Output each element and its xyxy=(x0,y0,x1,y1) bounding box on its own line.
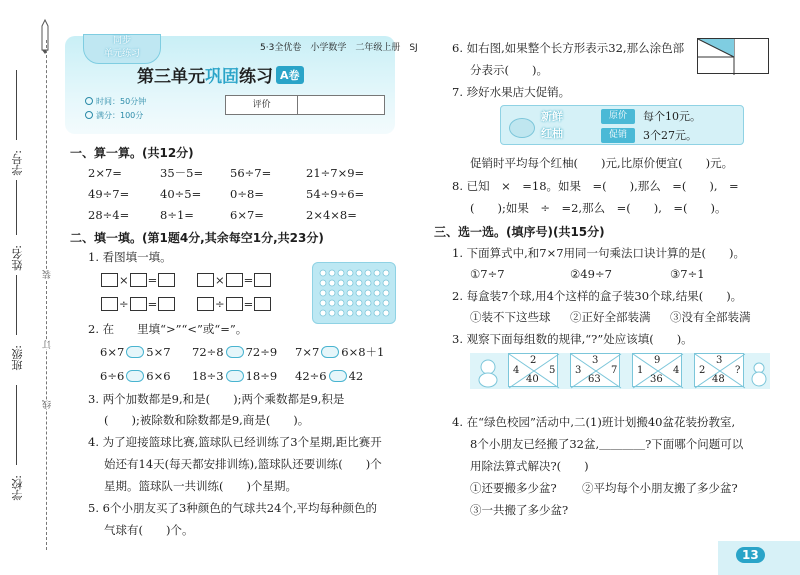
envelope-4 xyxy=(694,353,744,387)
cmp-left: 72÷8 xyxy=(192,345,224,359)
rectangle-svg xyxy=(698,39,770,75)
envelope-1 xyxy=(508,353,558,387)
page-number-tab xyxy=(718,541,800,575)
fruit-name xyxy=(541,108,563,142)
answer-box[interactable] xyxy=(101,273,118,287)
worksheet-title xyxy=(137,62,304,87)
title-part-1: 第三单元 xyxy=(137,67,205,87)
compare-oval[interactable] xyxy=(321,346,339,358)
calc-2-4: 54÷9÷6= xyxy=(306,187,365,201)
cmp-right: 6×6 xyxy=(146,369,171,383)
badge-line-1: 同步 xyxy=(112,36,131,46)
section-2-title: 二、填一填。(第1题4分,其余每空1分,共23分) xyxy=(70,231,324,245)
calc-2-1: 49÷7= xyxy=(88,187,130,201)
s2-q1-div: ÷ = xyxy=(100,296,176,312)
cmp-6 xyxy=(295,368,363,384)
title-part-3: 练习 xyxy=(239,67,273,87)
cmp-left: 18÷3 xyxy=(192,369,224,383)
cmp-4 xyxy=(100,368,171,384)
s2-q3-line1: 3. 两个加数都是9,和是( );两个乘数都是9,积是 xyxy=(88,392,345,406)
answer-box[interactable] xyxy=(130,297,147,311)
env-bottom: 63 xyxy=(588,374,601,385)
fruit-name-1: 新鲜 xyxy=(541,110,563,123)
version-tag: A卷 xyxy=(276,66,304,84)
badge-line-2: 单元练习 xyxy=(103,49,140,59)
env-left: 1 xyxy=(637,365,644,376)
shaded-rectangle-figure xyxy=(697,38,769,74)
compare-oval[interactable] xyxy=(126,370,144,382)
name-line[interactable] xyxy=(16,180,17,235)
calc-1-3: 56÷7= xyxy=(230,166,272,180)
answer-box[interactable] xyxy=(226,273,243,287)
env-top: 2 xyxy=(530,355,537,366)
env-top: 9 xyxy=(654,355,661,366)
s3-q4-opt2[interactable]: ②平均每个小朋友搬了多少盆? xyxy=(582,481,738,495)
cmp-right: 5×7 xyxy=(146,345,171,359)
page-number: 13 xyxy=(736,547,765,563)
env-bottom: 48 xyxy=(712,374,725,385)
answer-box[interactable] xyxy=(254,273,271,287)
promo-price: 3个27元。 xyxy=(643,129,697,142)
series-label: 5·3全优卷 小学数学 二年级上册 SJ xyxy=(260,43,418,53)
s2-q4-line2: 始还有14天(每天都安排训练),篮球队还要训练( )个 xyxy=(104,457,382,471)
s2-q4-line1: 4. 为了迎接篮球比赛,篮球队已经训练了3个星期,距比赛开 xyxy=(88,435,382,449)
q8-line2: ( );如果 ÷ =2,那么 =( ), =( )。 xyxy=(470,201,727,215)
name-label: 姓名: xyxy=(11,245,24,271)
s3-q2-opt2[interactable]: ②正好全部装满 xyxy=(570,310,651,324)
cmp-5 xyxy=(192,368,277,384)
s2-q5-line2: 气球有( )个。 xyxy=(104,523,194,537)
answer-box[interactable] xyxy=(101,297,118,311)
calc-3-1: 28÷4= xyxy=(88,208,130,222)
cut-mark-2: 订 xyxy=(43,340,53,349)
s3-q1-opt3[interactable]: ③7÷1 xyxy=(670,267,705,281)
env-right: ? xyxy=(735,365,741,376)
cmp-3 xyxy=(295,344,384,360)
cmp-2 xyxy=(192,344,277,360)
env-top: 3 xyxy=(716,355,723,366)
dot-array-svg xyxy=(313,263,397,325)
env-top: 3 xyxy=(592,355,599,366)
calc-3-3: 6×7= xyxy=(230,208,264,222)
time-limit xyxy=(85,96,146,107)
sync-practice-badge xyxy=(83,34,161,64)
s2-q4-line3: 星期。篮球队一共训练( )个星期。 xyxy=(104,479,297,493)
promo-price-tag: 促销 xyxy=(601,128,635,143)
s2-q3-line2: ( );被除数和除数都是9,商是( )。 xyxy=(104,413,310,427)
class-label: 班级: xyxy=(11,345,24,371)
cmp-1 xyxy=(100,344,171,360)
calc-1-2: 35－5= xyxy=(160,166,204,180)
compare-oval[interactable] xyxy=(226,370,244,382)
student-no-line[interactable] xyxy=(16,70,17,140)
env-bottom: 36 xyxy=(650,374,663,385)
envelope-2 xyxy=(570,353,620,387)
env-left: 3 xyxy=(575,365,582,376)
compare-oval[interactable] xyxy=(126,346,144,358)
cut-mark-3: 线 xyxy=(43,400,53,409)
env-left: 4 xyxy=(513,365,520,376)
q7: 7. 珍好水果店大促销。 xyxy=(452,85,571,99)
s3-q1-opt1[interactable]: ①7÷7 xyxy=(470,267,505,281)
calc-1-1: 2×7= xyxy=(88,166,122,180)
q8-line1: 8. 已知 × =18。如果 =( ),那么 =( ), = xyxy=(452,179,739,193)
binding-margin xyxy=(0,0,60,575)
envelope-3 xyxy=(632,353,682,387)
q7-answer: 促销时平均每个红柚( )元,比原价便宜( )元。 xyxy=(470,156,734,170)
s3-q2-opt1[interactable]: ①装不下这些球 xyxy=(470,310,551,324)
s3-q1: 1. 下面算式中,和7×7用同一句乘法口诀计算的是( )。 xyxy=(452,246,746,260)
fruit-name-2: 红柚 xyxy=(541,127,563,140)
pencil-icon xyxy=(39,20,51,54)
class-line[interactable] xyxy=(16,275,17,335)
cmp-right: 6×8＋1 xyxy=(341,345,385,359)
s3-q4-opt3[interactable]: ③一共搬了多少盆? xyxy=(470,503,569,517)
cut-line xyxy=(46,40,47,550)
env-right: 7 xyxy=(611,365,618,376)
s2-q1-div-2: ÷ = xyxy=(196,296,272,312)
answer-box[interactable] xyxy=(197,297,214,311)
s2-q1-mult: × = xyxy=(100,272,176,288)
s3-q3: 3. 观察下面每组数的规律,“?”处应该填( )。 xyxy=(452,332,693,346)
snowman-icon xyxy=(750,361,768,387)
calc-3-4: 2×4×8= xyxy=(306,208,357,222)
score-text: 满分：100分 xyxy=(96,111,144,120)
section-3-title: 三、选一选。(填序号)(共15分) xyxy=(434,225,605,239)
s2-q5-line1: 5. 6个小朋友买了3种颜色的气球共24个,平均每种颜色的 xyxy=(88,501,378,515)
calc-3-2: 8÷1= xyxy=(160,208,194,222)
s2-q1-mult-2: × = xyxy=(196,272,272,288)
eval-label: 评价 xyxy=(226,96,298,114)
compare-oval[interactable] xyxy=(329,370,347,382)
q6-line1: 6. 如右图,如果整个长方形表示32,那么涂色部 xyxy=(452,41,685,55)
s2-q2-text: 2. 在 里填“>”“<”或“=”。 xyxy=(88,322,248,336)
cut-mark-1: 装 xyxy=(43,270,53,279)
check-icon xyxy=(85,111,93,119)
cmp-left: 42÷6 xyxy=(295,369,327,383)
env-left: 2 xyxy=(699,365,706,376)
number-envelopes xyxy=(470,353,770,389)
s2-q2 xyxy=(88,321,247,337)
env-right: 4 xyxy=(673,365,680,376)
calc-2-3: 0÷8= xyxy=(230,187,264,201)
orig-price-tag: 原价 xyxy=(601,109,635,124)
s3-q2: 2. 每盒装7个球,用4个这样的盒子装30个球,结果( )。 xyxy=(452,289,743,303)
cmp-right: 42 xyxy=(348,369,364,383)
q6-line2: 分表示( )。 xyxy=(470,63,548,77)
compare-oval[interactable] xyxy=(226,346,244,358)
fruit-promo-banner xyxy=(500,105,744,145)
s3-q4-line1: 4. 在“绿色校园”活动中,二(1)班计划搬40盆花装扮教室, xyxy=(452,415,736,429)
answer-box[interactable] xyxy=(226,297,243,311)
cmp-right: 18÷9 xyxy=(245,369,278,383)
calc-2-2: 40÷5= xyxy=(160,187,202,201)
answer-box[interactable] xyxy=(197,273,214,287)
school-label: 学校: xyxy=(11,475,24,501)
orig-price: 每个10元。 xyxy=(643,110,701,123)
s3-q2-opt3[interactable]: ③没有全部装满 xyxy=(670,310,751,324)
cmp-left: 6×7 xyxy=(100,345,125,359)
cmp-left: 6÷6 xyxy=(100,369,125,383)
cmp-right: 72÷9 xyxy=(245,345,278,359)
grapefruit-icon xyxy=(509,118,535,138)
s3-q4-line3: 用除法算式解决?( ) xyxy=(470,459,589,473)
eval-cell[interactable] xyxy=(298,96,384,114)
calc-1-4: 21÷7×9= xyxy=(306,166,365,180)
cmp-left: 7×7 xyxy=(295,345,320,359)
student-no-label: 学号: xyxy=(11,150,24,176)
title-part-2: 巩固 xyxy=(205,67,239,87)
time-text: 时间：50分钟 xyxy=(96,97,147,106)
s3-q4-line2: 8个小朋友已经搬了32盆,＿＿＿＿?下面哪个问题可以 xyxy=(470,437,744,451)
clock-icon xyxy=(85,97,93,105)
worksheet-header xyxy=(65,36,418,134)
full-score xyxy=(85,110,143,121)
s3-q1-opt2[interactable]: ②49÷7 xyxy=(570,267,612,281)
env-right: 5 xyxy=(549,365,556,376)
answer-box[interactable] xyxy=(130,273,147,287)
dot-array-figure xyxy=(312,262,396,324)
answer-box[interactable] xyxy=(158,297,175,311)
school-line[interactable] xyxy=(16,385,17,465)
env-bottom: 40 xyxy=(526,374,539,385)
s2-q1: 1. 看图填一填。 xyxy=(88,250,172,264)
answer-box[interactable] xyxy=(254,297,271,311)
bear-icon xyxy=(474,357,502,387)
evaluation-table xyxy=(225,95,385,115)
answer-box[interactable] xyxy=(158,273,175,287)
section-1-title: 一、算一算。(共12分) xyxy=(70,146,194,160)
s3-q4-opt1[interactable]: ①还要搬多少盆? xyxy=(470,481,557,495)
